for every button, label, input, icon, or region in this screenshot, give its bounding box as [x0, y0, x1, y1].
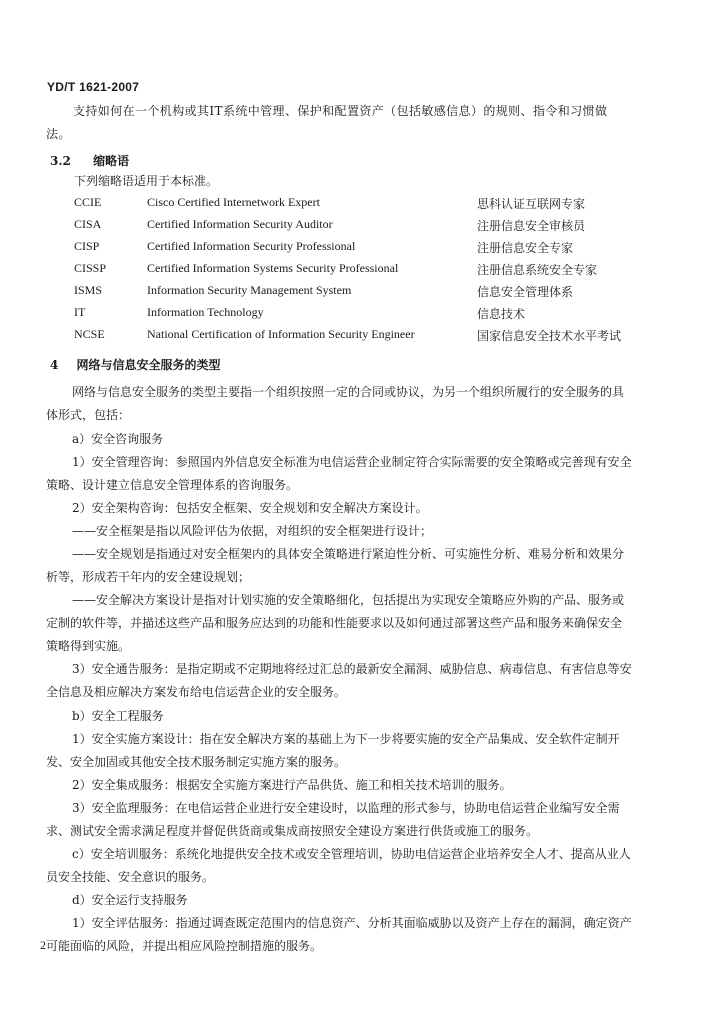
abbreviation-english: Certified Information Security Professional: [147, 239, 356, 253]
abbreviation-row: [74, 217, 674, 239]
abbreviation-code: CCIE: [74, 195, 102, 209]
abbreviation-code: CISP: [74, 239, 100, 253]
section-4-heading: [50, 356, 221, 373]
abbreviation-code: ISMS: [74, 283, 103, 297]
item-a3: 3）安全通告服务：是指定期或不定期地将经过汇总的最新安全漏洞、威胁信息、病毒信息、有害信息等安全信息及相应解决方案发布给电信运营企业的安全服务。: [46, 662, 632, 699]
item-a2-dash-2: ——安全规划是指通过对安全框架内的具体安全策略进行紧迫性分析、可实施性分析、难易分析和效果分析等，形成若干年内的安全建设规划；: [46, 547, 625, 584]
abbreviation-code: CISSP: [74, 261, 107, 275]
abbreviation-chinese: 信息技术: [477, 307, 526, 321]
item-a1: 1）安全管理咨询：参照国内外信息安全标准为电信运营企业制定符合实际需要的安全策略或完善现有安全策略、设计建立信息安全管理体系的咨询服务。: [46, 455, 632, 492]
abbreviation-chinese: 注册信息系统安全专家: [477, 263, 598, 277]
section-3-2-title: 缩略语: [93, 154, 130, 168]
abbreviation-chinese: 信息安全管理体系: [477, 285, 574, 299]
abbreviation-english: Cisco Certified Internetwork Expert: [147, 195, 320, 209]
subsection-b-title: b）安全工程服务: [72, 709, 164, 723]
item-a2-dash-1: ——安全框架是指以风险评估为依据，对组织的安全框架进行设计；: [72, 524, 433, 538]
abbreviation-chinese: 注册信息安全审核员: [477, 219, 586, 233]
item-b1: 1）安全实施方案设计：指在安全解决方案的基础上为下一步将要实施的安全产品集成、安全软件定制开发、安全加固或其他安全技术服务制定实施方案的服务。: [46, 732, 620, 769]
abbreviation-code: CISA: [74, 217, 102, 231]
abbreviation-english: Certified Information Security Auditor: [147, 217, 333, 231]
section-3-2-number: 3.2: [50, 154, 71, 168]
abbreviation-english: National Certification of Information Security Engineer: [147, 327, 415, 341]
abbreviation-chinese: 国家信息安全技术水平考试: [477, 329, 622, 343]
abbreviation-english: Information Security Management System: [147, 283, 352, 297]
abbreviation-english: Certified Information Systems Security Professional: [147, 261, 399, 275]
item-d1: 1）安全评估服务：指通过调查既定范围内的信息资产、分析其面临威胁以及资产上存在的漏洞，确定资产可能面临的风险，并提出相应风险控制措施的服务。: [46, 916, 632, 953]
item-c: c）安全培训服务：系统化地提供安全技术或安全管理培训，协助电信运营企业培养安全人才、提高从业人员安全技能、安全意识的服务。: [46, 847, 631, 884]
subsection-d-title: d）安全运行支持服务: [72, 893, 188, 907]
item-b2: 2）安全集成服务：根据安全实施方案进行产品供货、施工和相关技术培训的服务。: [72, 778, 512, 792]
abbreviation-row: [74, 239, 674, 261]
page-number: 2: [40, 938, 46, 952]
abbreviation-english: Information Technology: [147, 305, 264, 319]
section-4-intro: 网络与信息安全服务的类型主要指一个组织按照一定的合同或协议，为另一个组织所履行的安全服务的具体形式，包括：: [46, 385, 625, 422]
abbreviation-row: [74, 305, 674, 327]
item-a2: 2）安全架构咨询：包括安全框架、安全规划和安全解决方案设计。: [72, 501, 428, 515]
item-a2-dash-3: ——安全解决方案设计是指对计划实施的安全策略细化，包括提出为实现安全策略应外购的产品、服务或定制的软件等，并描述这些产品和服务应达到的功能和性能要求以及如何通过部署这些产品和服务来确保安全策略得到实施。: [46, 593, 625, 653]
intro-paragraph: 支持如何在一个机构或其IT系统中管理、保护和配置资产（包括敏感信息）的规则、指令和习惯做法。: [46, 104, 608, 141]
abbreviation-chinese: 注册信息安全专家: [477, 241, 574, 255]
section-3-2-heading: [50, 152, 129, 169]
abbreviation-row: [74, 261, 674, 283]
abbreviation-row: [74, 327, 674, 349]
abbreviation-code: IT: [74, 305, 86, 319]
section-4-number: 4: [50, 358, 59, 372]
item-b3: 3）安全监理服务：在电信运营企业进行安全建设时，以监理的形式参与，协助电信运营企业编写安全需求、测试安全需求满足程度并督促供货商或集成商按照安全建设方案进行供货或施工的服务。: [46, 801, 620, 838]
abbreviation-code: NCSE: [74, 327, 105, 341]
subsection-a-title: a）安全咨询服务: [72, 432, 164, 446]
abbreviation-row: [74, 283, 674, 305]
standard-code: YD/T 1621-2007: [47, 80, 140, 94]
section-4-title: 网络与信息安全服务的类型: [76, 358, 221, 372]
abbreviation-chinese: 思科认证互联网专家: [477, 197, 586, 211]
section-3-2-lead: 下列缩略语适用于本标准。: [74, 174, 219, 188]
abbreviation-row: [74, 195, 674, 217]
